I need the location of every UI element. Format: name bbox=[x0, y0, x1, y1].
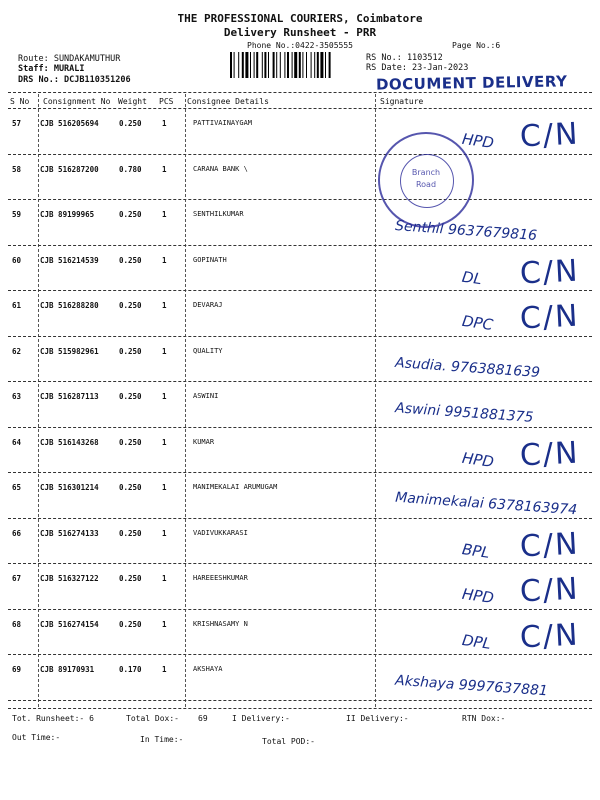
rs-date: RS Date: 23-Jan-2023 bbox=[366, 63, 469, 73]
col-sno: S No bbox=[10, 97, 30, 106]
row-pcs: 1 bbox=[162, 210, 167, 219]
row-rule bbox=[8, 199, 592, 200]
row-rule bbox=[8, 336, 592, 337]
divider-signature bbox=[375, 94, 376, 707]
row-weight: 0.780 bbox=[119, 164, 142, 174]
row-consignment-no: CJB 516287113 bbox=[40, 392, 99, 401]
row-weight: 0.250 bbox=[119, 528, 142, 538]
row-pcs: 1 bbox=[162, 164, 167, 174]
row-signature: DPC bbox=[460, 311, 495, 335]
row-consignee: ASWINI bbox=[193, 392, 219, 400]
row-weight: 0.250 bbox=[119, 619, 142, 629]
row-consignee: GOPINATH bbox=[193, 255, 227, 264]
page-number: Page No.:6 bbox=[452, 41, 501, 50]
row-cn-mark: C/N bbox=[519, 434, 581, 474]
row-pcs: 1 bbox=[162, 574, 167, 583]
row-consignment-no: CJB 516205694 bbox=[40, 119, 99, 128]
rtn-dox-label: RTN Dox:- bbox=[462, 714, 506, 723]
row-sno: 63 bbox=[12, 392, 22, 401]
row-signature: Asudia. 9763881639 bbox=[394, 354, 541, 381]
row-rule bbox=[8, 654, 592, 655]
row-rule bbox=[8, 472, 592, 473]
header-top-rule bbox=[8, 92, 592, 93]
row-consignment-no: CJB 516274154 bbox=[40, 619, 99, 629]
second-delivery-label: II Delivery:- bbox=[346, 714, 409, 723]
row-consignee: PATTIVAINAYGAM bbox=[193, 119, 253, 127]
row-consignee: KRISHNASAMY N bbox=[193, 619, 248, 628]
company-title: THE PROFESSIONAL COURIERS, Coimbatore bbox=[177, 12, 423, 25]
row-rule bbox=[8, 427, 592, 428]
row-signature: HPD bbox=[460, 584, 495, 608]
row-weight: 0.250 bbox=[119, 119, 142, 128]
row-consignee: AKSHAYA bbox=[193, 665, 223, 673]
row-rule bbox=[8, 290, 592, 291]
row-sno: 61 bbox=[12, 301, 22, 310]
row-signature: Aswini 9951881375 bbox=[394, 400, 534, 426]
row-consignee: DEVARAJ bbox=[193, 301, 223, 309]
col-pcs: PCS bbox=[159, 97, 174, 106]
row-consignee: VADIVUKKARASI bbox=[193, 528, 248, 537]
row-rule bbox=[8, 563, 592, 564]
row-sno: 62 bbox=[12, 346, 22, 356]
divider-sno bbox=[38, 94, 39, 707]
row-sno: 57 bbox=[12, 119, 22, 128]
in-time-label: In Time:- bbox=[140, 735, 184, 744]
branch-seal: Branch Road bbox=[378, 132, 474, 228]
col-consignee: Consignee Details bbox=[187, 97, 269, 106]
document-delivery-stamp: DOCUMENT DELIVERY bbox=[375, 72, 568, 94]
row-pcs: 1 bbox=[162, 528, 167, 538]
row-rule bbox=[8, 154, 592, 155]
row-pcs: 1 bbox=[162, 392, 167, 401]
row-consignment-no: CJB 516301214 bbox=[40, 483, 99, 492]
row-pcs: 1 bbox=[162, 483, 167, 492]
total-pod-label: Total POD:- bbox=[262, 737, 315, 746]
row-sno: 65 bbox=[12, 483, 22, 492]
row-weight: 0.250 bbox=[119, 483, 142, 492]
row-sno: 69 bbox=[12, 665, 22, 674]
row-consignment-no: CJB 89170931 bbox=[40, 665, 95, 674]
row-rule bbox=[8, 609, 592, 610]
col-consignment: Consignment No bbox=[43, 97, 111, 106]
row-weight: 0.250 bbox=[119, 210, 142, 219]
row-consignee: HAREEESHKUMAR bbox=[193, 574, 248, 582]
row-sno: 59 bbox=[12, 210, 22, 219]
route-label: Route: SUNDAKAMUTHUR bbox=[18, 54, 121, 64]
row-consignment-no: CJB 515982961 bbox=[40, 346, 99, 356]
row-signature: DPL bbox=[460, 630, 493, 653]
row-cn-mark: C/N bbox=[519, 116, 581, 155]
row-pcs: 1 bbox=[162, 346, 167, 356]
row-cn-mark: C/N bbox=[519, 298, 581, 337]
row-consignment-no: CJB 516143268 bbox=[40, 437, 99, 447]
row-pcs: 1 bbox=[162, 665, 167, 674]
row-rule bbox=[8, 245, 592, 246]
staff-label: Staff: MURALI bbox=[18, 64, 85, 74]
header-bottom-rule bbox=[8, 108, 592, 109]
phone-number: Phone No.:0422-3505555 bbox=[247, 41, 353, 50]
row-consignment-no: CJB 516274133 bbox=[40, 528, 99, 538]
row-signature: DL bbox=[460, 267, 484, 288]
row-consignee: CARANA BANK \ bbox=[193, 164, 248, 173]
row-cn-mark: C/N bbox=[519, 525, 581, 565]
row-pcs: 1 bbox=[162, 119, 167, 128]
row-cn-mark: C/N bbox=[519, 616, 581, 656]
row-pcs: 1 bbox=[162, 255, 167, 265]
divider-consignee bbox=[185, 94, 186, 707]
row-consignee: KUMAR bbox=[193, 437, 215, 446]
row-cn-mark: C/N bbox=[519, 571, 581, 610]
sheet-title: Delivery Runsheet - PRR bbox=[223, 26, 377, 39]
row-rule bbox=[8, 518, 592, 519]
rs-number: RS No.: 1103512 bbox=[366, 53, 443, 63]
col-weight: Weight bbox=[118, 97, 147, 106]
row-consignee: QUALITY bbox=[193, 346, 223, 355]
row-signature: Senthil 9637679816 bbox=[394, 218, 538, 244]
row-cn-mark: C/N bbox=[519, 252, 581, 292]
row-consignment-no: CJB 89199965 bbox=[40, 210, 95, 219]
row-signature: BPL bbox=[460, 539, 491, 562]
col-signature: Signature bbox=[380, 97, 424, 106]
first-delivery-label: I Delivery:- bbox=[232, 714, 290, 723]
row-consignee: SENTHILKUMAR bbox=[193, 210, 244, 218]
row-pcs: 1 bbox=[162, 301, 167, 310]
footer-rule bbox=[8, 708, 592, 709]
out-time-label: Out Time:- bbox=[12, 733, 61, 742]
row-sno: 66 bbox=[12, 528, 22, 538]
row-sno: 68 bbox=[12, 619, 22, 629]
row-signature: Akshaya 9997637881 bbox=[394, 672, 549, 700]
row-weight: 0.250 bbox=[119, 346, 142, 356]
row-weight: 0.250 bbox=[119, 392, 142, 401]
row-weight: 0.250 bbox=[119, 574, 142, 583]
row-weight: 0.170 bbox=[119, 665, 142, 674]
row-consignee: MANIMEKALAI ARUMUGAM bbox=[193, 483, 278, 491]
row-weight: 0.250 bbox=[119, 301, 142, 310]
barcode bbox=[230, 52, 362, 78]
row-weight: 0.250 bbox=[119, 437, 142, 447]
row-consignment-no: CJB 516327122 bbox=[40, 574, 99, 583]
row-signature: HPD bbox=[460, 448, 495, 471]
row-consignment-no: CJB 516214539 bbox=[40, 255, 99, 265]
row-pcs: 1 bbox=[162, 437, 167, 447]
row-consignment-no: CJB 516287200 bbox=[40, 164, 99, 174]
row-sno: 67 bbox=[12, 574, 22, 583]
row-signature: Manimekalai 6378163974 bbox=[394, 489, 578, 519]
row-sno: 64 bbox=[12, 437, 22, 447]
row-rule bbox=[8, 381, 592, 382]
total-dox-value: 69 bbox=[198, 714, 208, 723]
total-dox-label: Total Dox:- bbox=[126, 714, 179, 723]
row-signature: HPD bbox=[460, 129, 495, 153]
drs-number: DRS No.: DCJB110351206 bbox=[18, 75, 131, 85]
row-sno: 60 bbox=[12, 255, 22, 265]
row-rule bbox=[8, 700, 592, 701]
row-pcs: 1 bbox=[162, 619, 167, 629]
total-runsheet: Tot. Runsheet:- 6 bbox=[12, 714, 94, 723]
row-consignment-no: CJB 516288280 bbox=[40, 301, 99, 310]
row-weight: 0.250 bbox=[119, 255, 142, 265]
row-sno: 58 bbox=[12, 164, 22, 174]
